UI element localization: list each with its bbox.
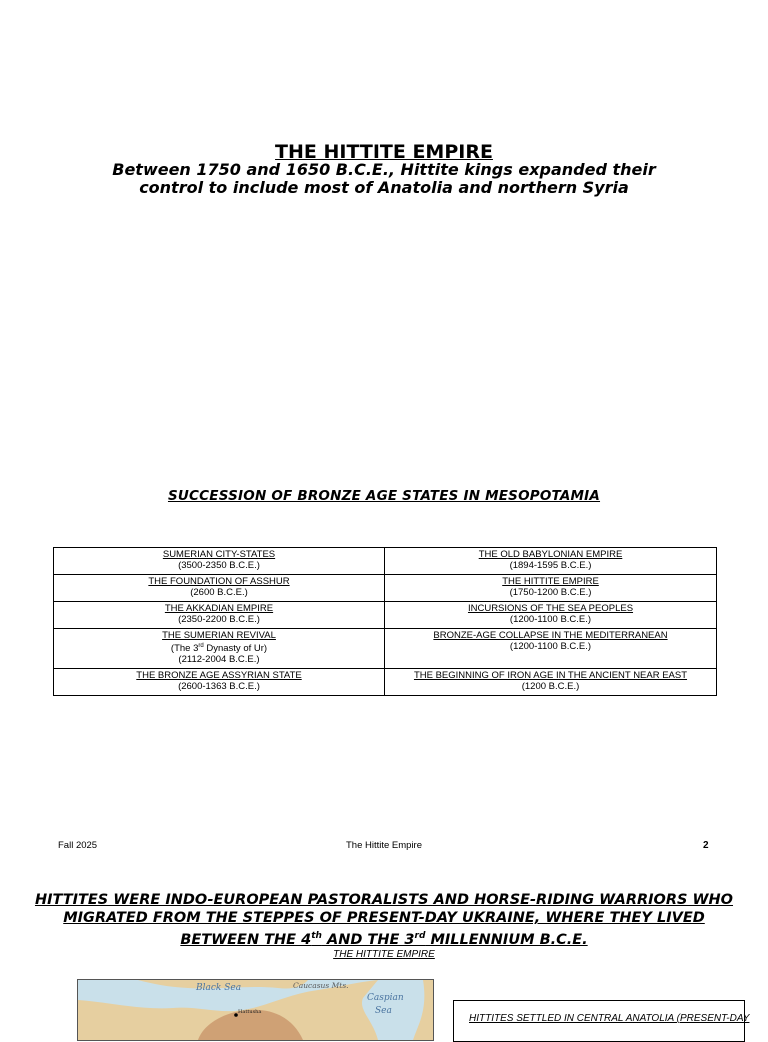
table-cell — [54, 629, 385, 669]
table-cell — [54, 575, 385, 602]
state-dates: (2600 B.C.E.) — [190, 587, 248, 598]
table-row — [54, 669, 717, 696]
table-cell — [385, 575, 717, 602]
map-caption: THE HITTITE EMPIRE — [333, 949, 435, 960]
slide-title: THE HITTITE EMPIRE — [275, 141, 493, 163]
slide-subtitle: Between 1750 and 1650 B.C.E., Hittite kings expanded their control to include most of Anatolia and northern Syria — [112, 160, 656, 197]
table-row — [54, 629, 717, 669]
banner-text-3: MILLENNIUM B.C.E. — [425, 931, 588, 948]
table-cell — [385, 548, 717, 575]
state-name: SUMERIAN CITY-STATES — [162, 549, 276, 560]
state-name: INCURSIONS OF THE SEA PEOPLES — [467, 603, 634, 614]
state-dates: (1200-1100 B.C.E.) — [509, 614, 592, 625]
table-cell — [385, 602, 717, 629]
state-name: THE BEGINNING OF IRON AGE IN THE ANCIENT NEAR EAST — [413, 670, 688, 682]
footer-date: Fall 2025 — [58, 840, 98, 851]
table-cell — [385, 629, 717, 669]
map-label-city: Hattusha — [238, 1009, 262, 1015]
page-number: 2 — [703, 840, 709, 851]
ordinal-suffix: rd — [198, 643, 204, 649]
banner-sup-1: th — [311, 931, 322, 941]
state-name: THE SUMERIAN REVIVAL — [162, 630, 276, 641]
table-row — [54, 575, 717, 602]
table-cell — [54, 602, 385, 629]
state-dates: (1200-1100 B.C.E.) — [509, 641, 592, 652]
table-row — [54, 602, 717, 629]
state-dates: (1200 B.C.E.) — [521, 681, 580, 693]
state-name: BRONZE-AGE COLLAPSE IN THE MEDITERRANEAN — [433, 630, 668, 641]
state-dates: (2112-2004 B.C.E.) — [178, 654, 260, 666]
state-dates: (1894-1595 B.C.E.) — [509, 560, 592, 571]
note-text: HITTITES SETTLED IN CENTRAL ANATOLIA (PRESENT-DAY — [469, 1013, 750, 1024]
state-name: THE OLD BABYLONIAN EMPIRE — [478, 549, 623, 560]
table-row — [54, 548, 717, 575]
map-label-caspian: Caspian — [367, 993, 404, 1003]
state-dates: (2350-2200 B.C.E.) — [178, 614, 260, 625]
table-cell — [54, 669, 385, 696]
table-cell — [54, 548, 385, 575]
map-label-caspian-sea: Sea — [375, 1006, 392, 1016]
hittite-map — [77, 979, 434, 1041]
note-box — [453, 1000, 750, 1042]
map-label-caucasus: Caucasus Mts. — [293, 981, 349, 990]
succession-table — [53, 547, 717, 696]
state-name: THE HITTITE EMPIRE — [502, 576, 599, 587]
banner-text-1: HITTITES WERE INDO-EUROPEAN PASTORALISTS AND HORSE-RIDING WARRIORS WHO MIGRATED FROM THE STEPPES OF PRESENT-DAY UKRAINE, WHERE THEY LIVED BETWEEN THE 4 — [34, 892, 734, 948]
footer-title: The Hittite Empire — [345, 840, 423, 851]
state-dates: (3500-2350 B.C.E.) — [178, 560, 260, 571]
table-cell — [385, 669, 717, 696]
state-dates: (2600-1363 B.C.E.) — [178, 681, 260, 693]
state-dates: (1750-1200 B.C.E.) — [509, 587, 592, 598]
state-name: THE FOUNDATION OF ASSHUR — [148, 576, 290, 587]
state-name: THE BRONZE AGE ASSYRIAN STATE — [136, 670, 302, 682]
state-name: THE AKKADIAN EMPIRE — [164, 603, 274, 614]
banner-text-2: AND THE 3 — [321, 931, 415, 948]
banner-sup-2: rd — [414, 931, 426, 941]
succession-table-body — [54, 548, 717, 696]
state-dates: (The 3rd Dynasty of Ur) — [170, 643, 268, 655]
succession-heading: SUCCESSION OF BRONZE AGE STATES IN MESOPOTAMIA — [167, 488, 601, 504]
map-label-black-sea: Black Sea — [196, 983, 242, 993]
next-slide-banner — [28, 891, 740, 949]
